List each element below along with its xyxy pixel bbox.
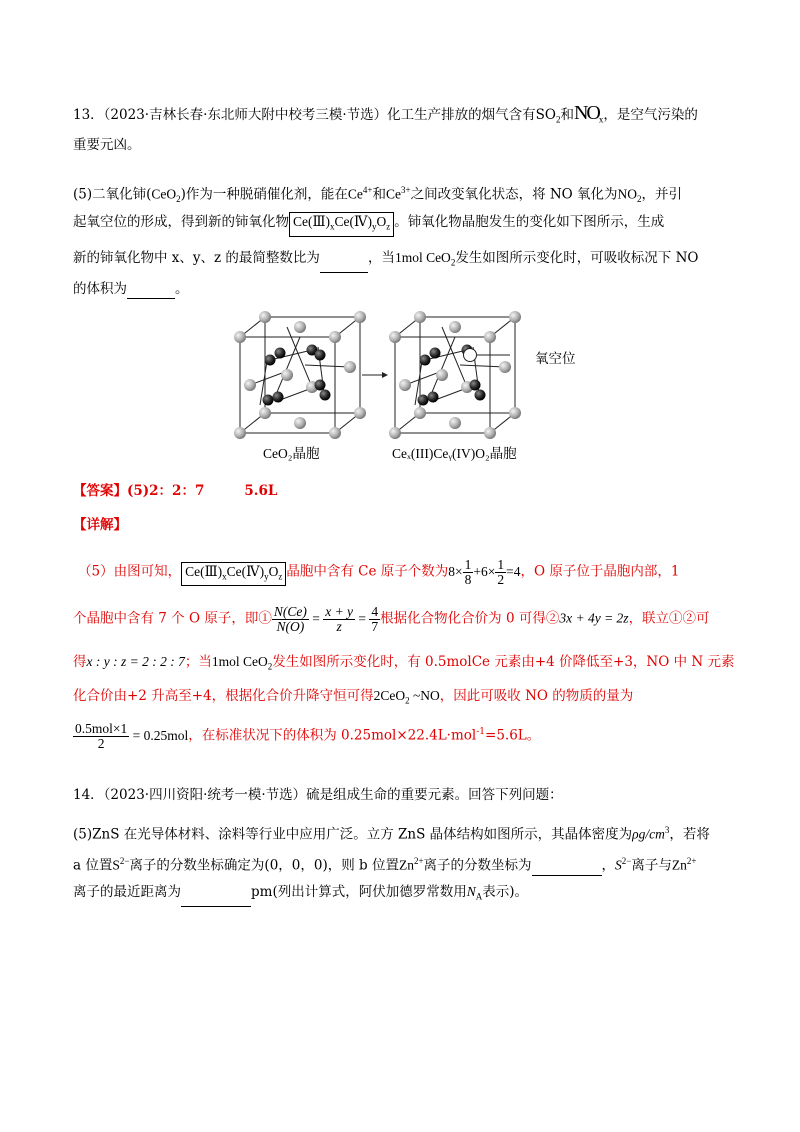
moles-expression: $\frac{\text{0.5mol×1}}{2}$ = 0.25mol: [75, 721, 189, 751]
ratio-expression: $\frac{N(Ce)}{N(O)}$ = $\frac{x + y}{z}$ = $\frac{4}{7}$: [273, 604, 379, 634]
cerium-oxide-formula: $Ce(Ⅲ)_xCe(Ⅳ)_yO_z$: [289, 212, 394, 237]
detail-line1: （5）由图可知， $Ce(Ⅲ)_xCe(Ⅳ)_yO_z$ 晶胞中含有 Ce 原子个数为8× $\frac{1}{8}$ +6× $\frac{1}{2}$ =4，O 原子位于晶胞内部，1: [78, 557, 680, 587]
q14-header: 14．（2023·四川资阳·统考一模·节选）硫是组成生命的重要元素。回答下列问题：: [73, 787, 563, 803]
right-cell-caption: Ceₓ(III)Ceᵧ(IV)O₂晶胞: [392, 446, 517, 461]
arrow-icon: [362, 372, 388, 378]
q14-part5-line3: 离子的最近距离为 pm(列出计算式，阿伏加德罗常数用$N_A$表示)。: [73, 882, 528, 907]
q13-part5-line1: (5)二氧化铈(CeO$_2$)作为一种脱硝催化剂，能在$Ce^{4+}$和$Ce^{3+}$之间改变氧化状态，将 NO 氧化为$NO_2$，并引: [73, 185, 683, 205]
new-oxide-unit-cell: [395, 317, 515, 433]
ce-atoms-left: [234, 311, 366, 439]
detail-label: 【详解】: [73, 517, 127, 533]
answer-blank-distance[interactable]: [181, 892, 251, 907]
detail-line5: $\frac{\text{0.5mol×1}}{2}$ = 0.25mol，在标准状况下的体积为 0.25mol×22.4L·mol$^{-1}$=5.6L。: [75, 721, 541, 751]
detail-line4: 化合价由+2 升高至+4，根据化合价升降守恒可得2CeO$_2$ ~NO，因此可吸收 NO 的物质的量为: [73, 688, 634, 706]
q13-header: 13．（2023·吉林长春·东北师大附中校考三模·节选）化工生产排放的烟气含有$SO_2$和$NO_x$，是空气污染的: [73, 102, 698, 125]
q13-part5-line4: 的体积为 。: [73, 281, 189, 297]
answer-blank-ratio[interactable]: [320, 258, 368, 273]
q13-part5-line3: 新的铈氧化物中 x、y、z 的最简整数比为 ，当1mol CeO$_2$发生如图所示变化时，可吸收标况下 NO: [73, 248, 698, 273]
answer-line: 【答案】(5)2：2：7 5.6L: [73, 483, 278, 499]
q14-part5-line2: a 位置$S^{2-}$离子的分数坐标确定为(0，0，0)，则 b 位置$Zn^{2+}$离子的分数坐标为 ，$S^{2-}$离子与$Zn^{2+}$: [73, 856, 697, 874]
ceo2-unit-cell: [240, 317, 360, 433]
vacancy-label: 氧空位: [535, 351, 576, 367]
left-cell-caption: CeO₂晶胞: [263, 446, 320, 461]
answer-blank-coordinates[interactable]: [532, 861, 602, 876]
answer-blank-volume[interactable]: [127, 284, 175, 299]
ce-count-expression: 8× $\frac{1}{8}$ +6× $\frac{1}{2}$ =4: [448, 557, 521, 587]
detail-formula: $Ce(Ⅲ)_xCe(Ⅳ)_yO_z$: [181, 562, 286, 587]
q13-part5-line2: 起氧空位的形成，得到新的铈氧化物 $Ce(Ⅲ)_xCe(Ⅳ)_yO_z$ 。铈氧化物晶胞发生的变化如下图所示，生成: [73, 212, 664, 237]
ce-atoms-right: [389, 311, 521, 439]
q13-header-cont: 重要元凶。: [73, 137, 141, 153]
detail-line3: 得x : y : z = 2 : 2 : 7；当1mol CeO$_2$发生如图所示变化时，有 0.5molCe 元素由+4 价降低至+3，NO 中 N 元素: [73, 654, 735, 672]
detail-line2: 个晶胞中含有 7 个 O 原子，即① $\frac{N(Ce)}{N(O)}$ = $\frac{x + y}{z}$ = $\frac{4}{7}$ 根据化合物化合价为 0 可得②3x + 4y = 2z，联立①②可: [73, 604, 710, 634]
oxygen-vacancy: [464, 349, 511, 362]
q14-part5-line1: (5)ZnS 在光导体材料、涂料等行业中应用广泛。立方 ZnS 晶体结构如图所示，其晶体密度为$\rho g/cm^3$，若将: [73, 825, 710, 843]
